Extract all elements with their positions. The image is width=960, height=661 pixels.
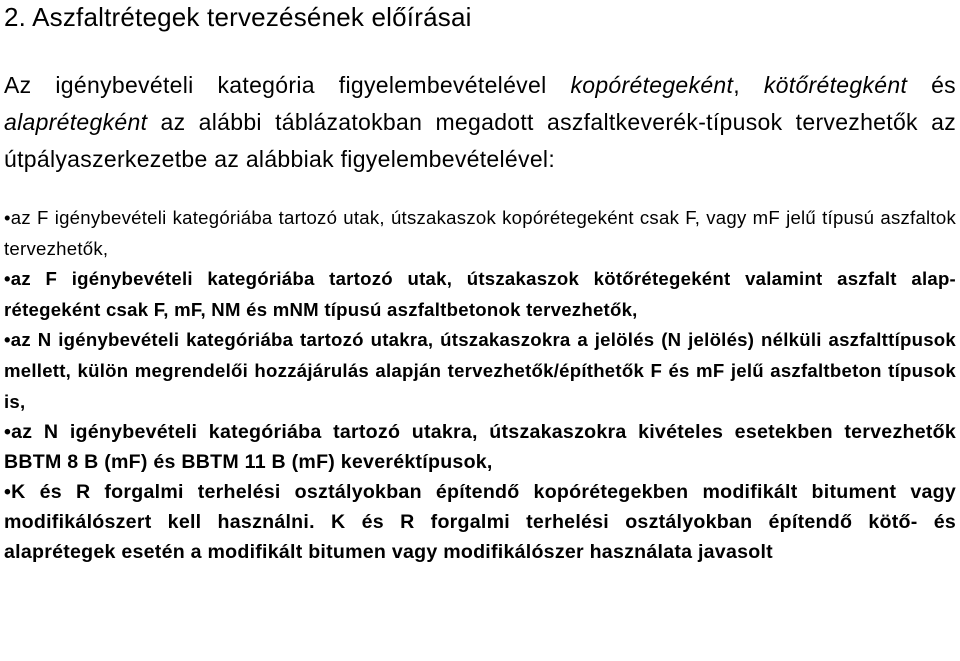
requirements-list (4, 203, 956, 567)
bullet-marker: • (4, 481, 12, 504)
bullet-marker: • (4, 329, 11, 351)
page-title: 2. Aszfaltrétegek tervezésének előírásai (4, 2, 472, 32)
list-item-text: K és R forgalmi terhelési osztályokban építendő kopórétegekben modifikált bitument vagy modifikálószert kell használni. K és R forgalmi terhelési osztályokban építendő kötő- és alaprétegek esetén a modifikált bitumen vagy modifikálószer használata javasolt (4, 481, 956, 564)
list-item-text: az F igénybevételi kategóriába tartozó utak, útszakaszok kötőrétegeként valamint aszfalt alap-rétegeként csak F, mF, NM és mNM típusú aszfaltbetonok tervezhetők, (4, 268, 956, 320)
intro-emphasis-binder-course: kötőrétegként (763, 72, 908, 98)
intro-emphasis-wearing-course: kopórétegeként (570, 72, 734, 98)
list-item (4, 264, 956, 325)
list-item-text: az F igénybevételi kategóriába tartozó utak, útszakaszok kopórétegeként csak F, vagy mF jelű típusú aszfaltok tervezhetők, (4, 207, 956, 259)
list-item-text: az N igénybevételi kategóriába tartozó utakra, útszakaszokra kivételes esetekben tervezhetők BBTM 8 B (mF) és BBTM 11 B (mF) keveréktípusok, (4, 421, 956, 474)
bullet-marker: • (4, 207, 11, 228)
list-item-text: az N igénybevételi kategóriába tartozó utakra, útszakaszokra a jelölés (N jelölés) nélküli aszfalttípusok mellett, külön megrendelői hozzájárulás alapján tervezhetők/építhetők F és mF jelű aszfaltbeton típusok is, (4, 329, 956, 412)
intro-text-2: , (733, 72, 764, 98)
list-item (4, 417, 956, 477)
list-item (4, 477, 956, 567)
intro-text-3: és (907, 72, 956, 98)
intro-text-4: az alábbi táblázatokban megadott aszfaltkeverék-típusok tervezhetők az útpályaszerkezetbe az alábbiak figyelembevételével: (4, 109, 956, 172)
list-item (4, 325, 956, 417)
intro-emphasis-base-course: alaprétegként (4, 109, 148, 135)
bullet-marker: • (4, 421, 12, 444)
intro-text-1: Az igénybevételi kategória figyelembevételével (4, 72, 571, 98)
intro-paragraph (4, 67, 956, 178)
list-item (4, 203, 956, 264)
bullet-marker: • (4, 268, 11, 290)
